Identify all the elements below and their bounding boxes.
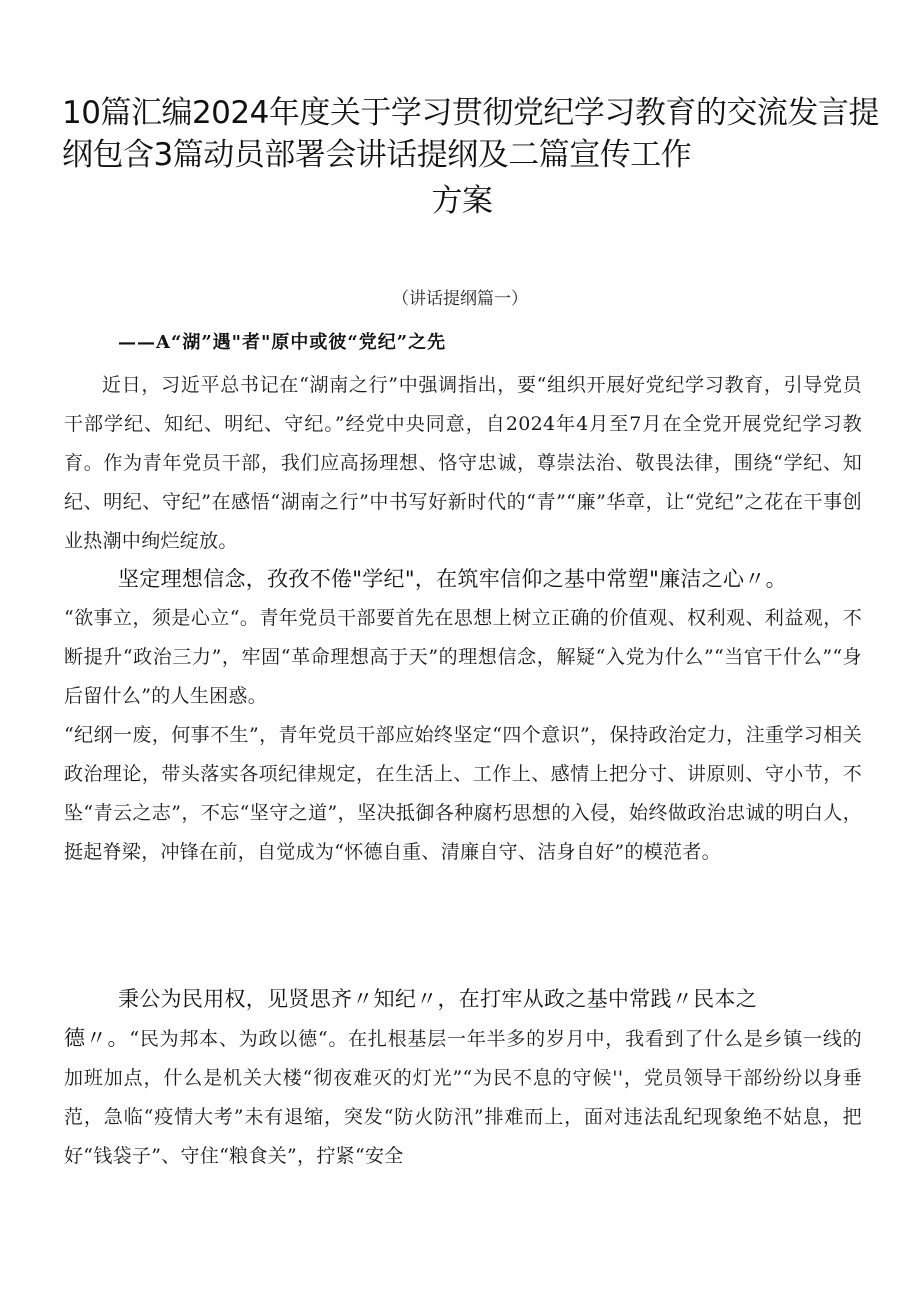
paragraph-3: “纪纲一废，何事不生”，青年党员干部应始终坚定“四个意识”，保持政治定力，注重学习相关政治理论，带头落实各项纪律规定，在生活上、工作上、感情上把分寸、讲原则、守小节，不坠“青云之志”，不忘“坚守之道”，坚决抵御各种腐朽思想的入侵，始终做政治忠诚的明白人，挺起脊梁，冲锋在前，自觉成为“怀德自重、清廉自守、洁身自好”的模范者。 bbox=[64, 724, 862, 863]
document-title bbox=[62, 92, 879, 222]
section-block-1 bbox=[64, 560, 862, 872]
section-heading-2-line-2: 德〃。 bbox=[64, 1026, 130, 1050]
paragraph-4: “民为邦本、为政以德“。在扎根基层一年半多的岁月中，我看到了什么是乡镇一线的加班加点，什么是机关大楼“彻夜难灭的灯光”“为民不息的守候''，党员领导干部纷纷以身垂范，急临“疫情大考”未有退缩，突发“防火防汛”排难而上，面对违法乱纪现象绝不姑息，把好“钱袋子”、守住“粮食关”，拧紧“安全 bbox=[64, 1028, 862, 1167]
section-block-2 bbox=[64, 980, 862, 1176]
paragraph-intro: 近日，习近平总书记在“湖南之行”中强调指出，要“组织开展好党纪学习教育，引导党员干部学纪、知纪、明纪、守纪。”经党中央同意，自2024年4月至7月在全党开展党纪学习教育。作为青年党员干部，我们应高扬理想、恪守忠诚，尊崇法治、敬畏法律，围绕“学纪、知纪、明纪、守纪”在感悟“湖南之行”中书写好新时代的“青”“廉”华章，让“党纪”之花在干事创业热潮中绚烂绽放。 bbox=[64, 374, 862, 552]
byline: ——A“湖”遇"者"原中或彼“党纪”之先 bbox=[118, 332, 447, 353]
section-subtitle: （讲话提纲篇一） bbox=[392, 289, 528, 309]
section-heading-1: 坚定理想信念，孜孜不倦"学纪"，在筑牢信仰之基中常塑"廉洁之心〃。 bbox=[118, 567, 787, 591]
title-line-3: 方案 bbox=[431, 183, 493, 219]
paragraph-2: “欲事立，须是心立“。青年党员干部要首先在思想上树立正确的价值观、权利观、利益观，不断提升“政治三力”，牢固“革命理想高于天”的理想信念，解疑“入党为什么”“当官干什么”“身后留什么”的人生困惑。 bbox=[64, 607, 862, 707]
section-heading-2-line-1: 秉公为民用权，见贤思齐〃知纪〃，在打牢从政之基中常践〃民本之 bbox=[118, 987, 757, 1011]
title-line-1: 10篇汇编2024年度关于学习贯彻党纪学习教育的交流发言提 bbox=[62, 95, 879, 131]
title-line-2: 纲包含3篇动员部署会讲话提纲及二篇宣传工作 bbox=[62, 137, 692, 173]
